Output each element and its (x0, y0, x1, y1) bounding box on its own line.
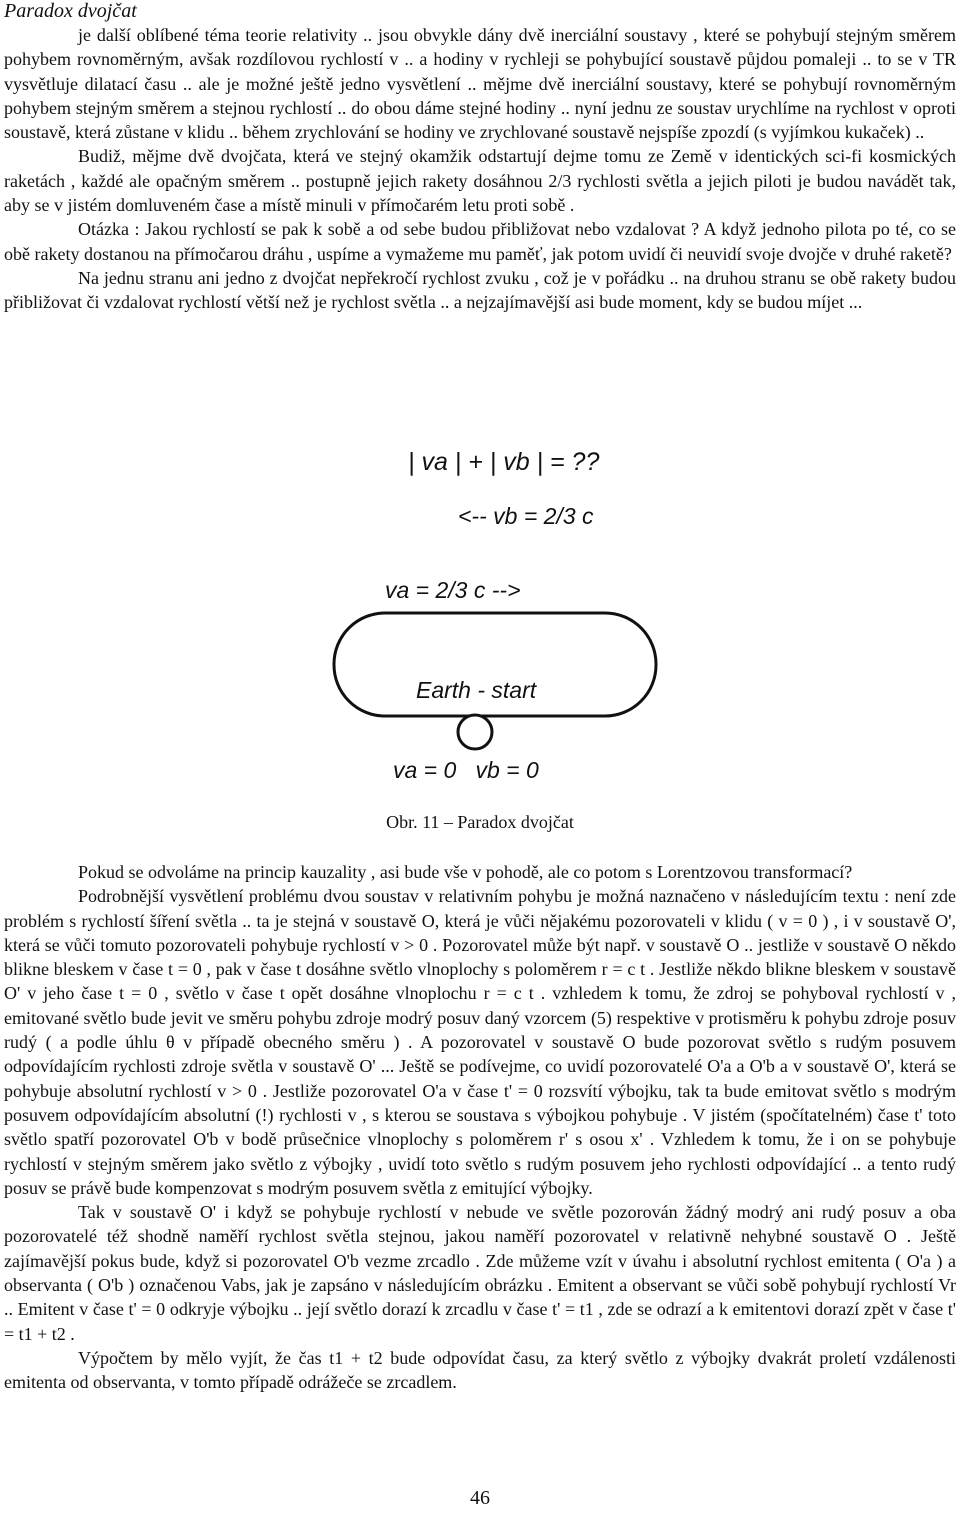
paragraph-8: Výpočtem by mělo vyjít, že čas t1 + t2 bude odpovídat času, za který světlo z výbojky dvakrát proletí vzdálenosti emitenta od observanta, v tomto případě odrážeče se zrcadlem. (4, 1347, 956, 1393)
figure-va-label: va = 2/3 c --> (385, 577, 521, 603)
paragraph-3: Otázka : Jakou rychlostí se pak k sobě a od sebe budou přibližovat nebo vzdalovat ? A když jednoho pilota po té, co se obě rakety dostanou na přímočarou dráhu , uspíme a vymažeme mu paměť, jak potom uvidí či neuvidí svoje dvojče v druhé raketě? (4, 219, 956, 264)
earth-marker (458, 715, 492, 749)
paragraph-7: Tak v soustavě O' i když se pohybuje rychlostí v nebude ve světle pozorován žádný modrý ani rudý posuv a oba pozorovatelé též shodně naměří rychlost světla stejnou, jakou naměří pozorovatel v relativně nehybné soustavě O . Ještě zajímavější pokus bude, když si pozorovatel O'b vezme zrcadlo . Zde můžeme vzít v úvahu i absolutní rychlost emitenta ( O'a ) a observanta ( O'b ) označenou Vabs, jak je zapsáno v následujícím obrázku . Emitent a observant se vůči sobě pohybují rychlostí Vr .. Emitent v čase t' = 0 odkryje výbojku .. její světlo dorazí k zrcadlu v čase t' = t1 , zde se odrazí a k emitentovi dorazí zpět v čase t' = t1 + t2 . (4, 1202, 956, 1344)
paragraph-5: Pokud se odvoláme na princip kauzality , asi bude vše v pohodě, ale co potom s Lorentzovou transformací? (78, 862, 853, 882)
paragraph-4: Na jednu stranu ani jedno z dvojčat nepřekročí rychlost zvuku , což je v pořádku .. na druhou stranu se obě rakety budou přibližovat či vzdalovat rychlostí větší než je rychlost světla .. a nejzajímavější asi bude moment, kdy se budou míjet ... (4, 267, 956, 313)
twin-paradox-diagram (330, 440, 660, 790)
text-block-bottom (4, 860, 956, 1395)
page-title: Paradox dvojčat (4, 0, 137, 22)
figure-formula-label: | va | + | vb | = ?? (408, 448, 600, 476)
paragraph-2: Budiž, mějme dvě dvojčata, která ve stejný okamžik odstartují dejme tomu ze Země v identických sci-fi kosmických raketách , každé ale opačným směrem .. postupně jejich rakety dosáhnou 2/3 rychlosti světla a jejich piloti je budou navádět tak, aby se v jistém domluveném čase a místě minuli v přímočarém letu proti sobě . (4, 146, 956, 216)
figure-caption: Obr. 11 – Paradox dvojčat (386, 812, 574, 832)
figure-vb-label: <-- vb = 2/3 c (458, 503, 594, 529)
figure-bottom-label: va = 0 vb = 0 (393, 757, 539, 783)
text-block-top (4, 23, 956, 315)
page-number: 46 (470, 1487, 490, 1509)
paragraph-6: Podrobnější vysvětlení problému dvou soustav v relativním pohybu je možná naznačeno v následujícím textu : není zde problém s rychlostí šíření světla .. ta je stejná v soustavě O, která je vůči nějakému pozorovateli v klidu ( v = 0 ) , i v soustavě O', která se vůči tomuto pozorovateli pohybuje rychlostí v > 0 . Pozorovatel může být např. v soustavě O .. jestliže v soustavě O někdo blikne bleskem v čase t = 0 , pak v čase t dosáhne světlo vlnoplochy s poloměrem r = c t . Jestliže někdo blikne bleskem v soustavě O' v jeho čase t = 0 , světlo v čase t opět dosáhne vlnoplochu r = c t . vzhledem k tomu, že zdroj se pohyboval rychlostí v , emitované světlo bude jevit ve směru pohybu zdroje modrý posuv daný vzorcem (5) respektive v protisměru k pohybu zdroje posuv rudý ( a podle úhlu θ v případě obecného směru ) . A pozorovatel v soustavě O bude pozorovat světlo s rudým posuvem odpovídajícím rychlosti zdroje světla v soustavě O' ... Ještě se podívejme, co uvidí pozorovatelé O'a a O'b a v soustavě O', která se pohybuje absolutní rychlostí v > 0 . Jestliže pozorovatel O'a v čase t' = 0 rozsvítí výbojku, tak ta bude emitovat světlo s modrým posuvem odpovídajícím absolutní (!) rychlosti v , s kterou se soustava s výbojkou pohybuje . V jistém (spočítatelném) čase t' toto světlo spatří pozorovatel O'b v bodě průsečnice vlnoplochy s poloměrem r' s osou x' . Vzhledem k tomu, že i on se pohybuje rychlostí v stejným směrem jako světlo z výbojky , uvidí toto světlo s rudým posuvem jeho rychlosti odpovídající .. a tento rudý posuv se právě bude kompenzovat s modrým posuvem světla z emitující výbojky. (4, 886, 956, 1198)
figure-earth-label: Earth - start (416, 677, 537, 703)
paragraph-1: je další oblíbené téma teorie relativity .. jsou obvykle dány dvě inerciální soustavy , které se pohybují stejným směrem pohybem rovnoměrným, avšak rozdílovou rychlostí v .. a hodiny v rychleji se pohybující soustavě půjdou pomaleji .. to se v TR vysvětluje dilatací času .. ale je možné ještě jedno vysvětlení .. mějme dvě inerciální soustavy, které se pohybují rovnoměrným pohybem stejným směrem a stejnou rychlostí .. do obou dáme stejné hodiny .. nyní jednu ze soustav urychlíme na rychlost v oproti soustavě, která zůstane v klidu .. během zrychlování se hodiny ve zrychlované soustavě nejspíše zpozdí (s vyjímkou kukaček) .. (4, 25, 956, 143)
